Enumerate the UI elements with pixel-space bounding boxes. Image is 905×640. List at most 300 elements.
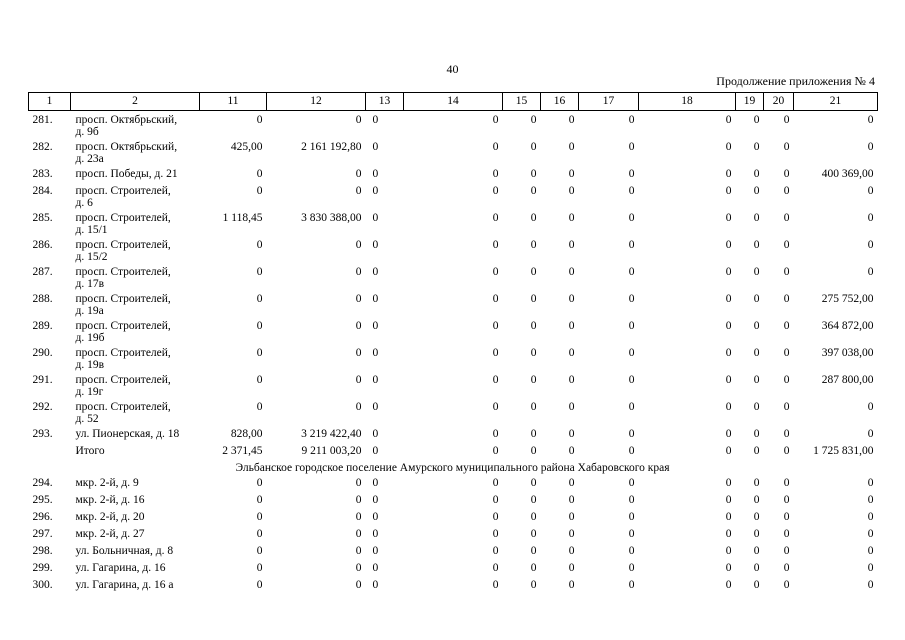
value-cell: 0 <box>492 401 499 413</box>
address-cell: просп. Победы, д. 21 <box>75 168 178 180</box>
address-cell: ул. Гагарина, д. 16 <box>75 562 166 574</box>
value-cell: 0 <box>256 528 263 540</box>
address-cell: ул. Больничная, д. 8 <box>75 545 174 557</box>
value-cell: 0 <box>372 141 379 153</box>
value-cell: 0 <box>530 185 537 197</box>
value-cell: 0 <box>783 114 790 126</box>
value-cell: 0 <box>530 114 537 126</box>
table-row <box>29 111 878 142</box>
value-cell: 0 <box>256 579 263 591</box>
row-number <box>29 445 71 462</box>
value-cell: 0 <box>628 445 635 457</box>
value-cell: 0 <box>867 141 874 153</box>
value-cell: 828,00 <box>230 428 263 440</box>
row-number: 298. <box>32 545 53 557</box>
value-cell: 0 <box>492 374 499 386</box>
value-cell: 0 <box>753 579 760 591</box>
value-cell: 0 <box>355 266 362 278</box>
value-cell: 0 <box>867 579 874 591</box>
value-cell: 0 <box>372 562 379 574</box>
value-cell: 0 <box>355 579 362 591</box>
address-cell: просп. Строителей, д. 19г <box>75 374 171 398</box>
value-cell: 0 <box>372 401 379 413</box>
value-cell: 0 <box>372 445 379 457</box>
value-cell: 0 <box>867 212 874 224</box>
value-cell: 0 <box>256 239 263 251</box>
value-cell: 0 <box>783 579 790 591</box>
value-cell: 0 <box>568 428 575 440</box>
table-body <box>29 111 878 597</box>
value-cell: 0 <box>867 494 874 506</box>
row-number: 282. <box>32 141 53 153</box>
row-number: 300. <box>32 579 53 591</box>
value-cell: 0 <box>628 212 635 224</box>
value-cell: 0 <box>492 494 499 506</box>
address-cell: мкр. 2-й, д. 27 <box>75 528 145 540</box>
value-cell: 0 <box>725 320 732 332</box>
value-cell: 0 <box>783 511 790 523</box>
value-cell: 0 <box>725 347 732 359</box>
value-cell: 0 <box>783 239 790 251</box>
value-cell: 0 <box>530 212 537 224</box>
row-number: 291. <box>32 374 53 386</box>
value-cell: 0 <box>568 579 575 591</box>
value-cell: 0 <box>568 511 575 523</box>
value-cell: 0 <box>372 347 379 359</box>
value-cell: 0 <box>530 511 537 523</box>
address-cell: ул. Пионерская, д. 18 <box>75 428 180 440</box>
value-cell: 0 <box>256 168 263 180</box>
value-cell: 0 <box>568 374 575 386</box>
value-cell: 0 <box>492 562 499 574</box>
column-header: 20 <box>764 93 794 111</box>
row-number: 297. <box>32 528 53 540</box>
value-cell: 0 <box>530 545 537 557</box>
value-cell: 0 <box>753 266 760 278</box>
value-cell: 0 <box>783 185 790 197</box>
row-number: 294. <box>32 477 53 489</box>
value-cell: 0 <box>568 528 575 540</box>
value-cell: 0 <box>530 528 537 540</box>
value-cell: 0 <box>725 266 732 278</box>
column-header: 14 <box>404 93 503 111</box>
address-cell: просп. Строителей, д. 6 <box>75 185 171 209</box>
value-cell: 0 <box>256 293 263 305</box>
value-cell: 0 <box>867 528 874 540</box>
value-cell: 0 <box>372 266 379 278</box>
value-cell: 0 <box>783 545 790 557</box>
value-cell: 0 <box>355 477 362 489</box>
value-cell: 0 <box>753 293 760 305</box>
value-cell: 0 <box>372 320 379 332</box>
value-cell: 0 <box>256 511 263 523</box>
value-cell: 275 752,00 <box>821 293 874 305</box>
value-cell: 0 <box>753 347 760 359</box>
value-cell: 287 800,00 <box>821 374 874 386</box>
value-cell: 0 <box>725 239 732 251</box>
value-cell: 0 <box>628 579 635 591</box>
value-cell: 0 <box>530 374 537 386</box>
address-cell: просп. Строителей, д. 52 <box>75 401 171 425</box>
value-cell: 0 <box>256 477 263 489</box>
value-cell: 0 <box>783 266 790 278</box>
value-cell: 0 <box>753 320 760 332</box>
table-row <box>29 185 878 212</box>
table-row <box>29 511 878 528</box>
value-cell: 0 <box>355 114 362 126</box>
value-cell: 0 <box>530 347 537 359</box>
value-cell: 0 <box>372 293 379 305</box>
value-cell: 0 <box>492 511 499 523</box>
value-cell: 0 <box>783 494 790 506</box>
table-row <box>29 579 878 596</box>
value-cell: 0 <box>492 477 499 489</box>
value-cell: 0 <box>355 168 362 180</box>
value-cell: 0 <box>628 477 635 489</box>
row-number: 281. <box>32 114 53 126</box>
value-cell: 0 <box>568 239 575 251</box>
column-header: 2 <box>71 93 200 111</box>
value-cell: 0 <box>256 114 263 126</box>
value-cell: 3 219 422,40 <box>301 428 362 440</box>
value-cell: 0 <box>725 168 732 180</box>
value-cell: 0 <box>783 374 790 386</box>
value-cell: 364 872,00 <box>821 320 874 332</box>
table-row <box>29 428 878 445</box>
value-cell: 0 <box>256 545 263 557</box>
value-cell: 1 118,45 <box>222 212 263 224</box>
value-cell: 0 <box>568 212 575 224</box>
value-cell: 0 <box>568 168 575 180</box>
value-cell: 0 <box>355 185 362 197</box>
column-header: 12 <box>267 93 366 111</box>
section-header-row <box>29 462 878 477</box>
value-cell: 0 <box>753 528 760 540</box>
value-cell: 0 <box>725 445 732 457</box>
value-cell: 0 <box>783 347 790 359</box>
value-cell: 0 <box>753 477 760 489</box>
value-cell: 0 <box>530 266 537 278</box>
value-cell: 397 038,00 <box>821 347 874 359</box>
table-row <box>29 168 878 185</box>
value-cell: 0 <box>725 579 732 591</box>
value-cell: 0 <box>530 401 537 413</box>
value-cell: 0 <box>372 494 379 506</box>
value-cell: 0 <box>753 212 760 224</box>
value-cell: 0 <box>372 511 379 523</box>
table-header <box>29 93 878 111</box>
section-title: Эльбанское городское поселение Амурского муниципального района Хабаровского края <box>235 462 670 474</box>
address-cell: просп. Октябрьский, д. 9б <box>75 114 178 138</box>
value-cell: 0 <box>355 528 362 540</box>
page-number: 40 <box>446 62 459 76</box>
address-cell: просп. Строителей, д. 17в <box>75 266 171 290</box>
value-cell: 0 <box>530 239 537 251</box>
value-cell: 0 <box>492 347 499 359</box>
table-row <box>29 528 878 545</box>
row-number: 299. <box>32 562 53 574</box>
value-cell: 0 <box>725 428 732 440</box>
data-table <box>28 92 878 596</box>
value-cell: 0 <box>725 374 732 386</box>
value-cell: 0 <box>530 141 537 153</box>
value-cell: 0 <box>568 185 575 197</box>
table-row <box>29 401 878 428</box>
value-cell: 0 <box>492 579 499 591</box>
value-cell: 0 <box>492 428 499 440</box>
value-cell: 0 <box>783 445 790 457</box>
value-cell: 0 <box>530 445 537 457</box>
address-cell: Итого <box>75 445 105 457</box>
table-row <box>29 141 878 168</box>
value-cell: 0 <box>725 185 732 197</box>
value-cell: 0 <box>725 141 732 153</box>
value-cell: 0 <box>568 477 575 489</box>
column-header: 13 <box>366 93 404 111</box>
value-cell: 0 <box>628 293 635 305</box>
value-cell: 0 <box>753 168 760 180</box>
row-number: 295. <box>32 494 53 506</box>
row-number: 287. <box>32 266 53 278</box>
value-cell: 0 <box>256 347 263 359</box>
value-cell: 0 <box>492 320 499 332</box>
value-cell: 0 <box>725 511 732 523</box>
value-cell: 0 <box>628 374 635 386</box>
value-cell: 0 <box>725 293 732 305</box>
row-number: 286. <box>32 239 53 251</box>
address-cell: просп. Строителей, д. 19в <box>75 347 171 371</box>
value-cell: 0 <box>725 477 732 489</box>
column-header: 11 <box>200 93 267 111</box>
value-cell: 2 371,45 <box>222 445 263 457</box>
value-cell: 0 <box>867 239 874 251</box>
row-number: 283. <box>32 168 53 180</box>
value-cell: 0 <box>256 374 263 386</box>
value-cell: 0 <box>372 545 379 557</box>
value-cell: 0 <box>568 347 575 359</box>
value-cell: 0 <box>753 185 760 197</box>
value-cell: 0 <box>568 445 575 457</box>
value-cell: 0 <box>725 401 732 413</box>
address-cell: просп. Строителей, д. 15/2 <box>75 239 171 263</box>
value-cell: 0 <box>355 347 362 359</box>
value-cell: 0 <box>372 185 379 197</box>
column-header: 16 <box>541 93 579 111</box>
value-cell: 9 211 003,20 <box>301 445 362 457</box>
value-cell: 0 <box>530 320 537 332</box>
value-cell: 0 <box>628 562 635 574</box>
value-cell: 0 <box>867 114 874 126</box>
value-cell: 0 <box>355 545 362 557</box>
value-cell: 0 <box>492 185 499 197</box>
appendix-label: Продолжение приложения № 4 <box>716 74 875 88</box>
row-number: 288. <box>32 293 53 305</box>
value-cell: 0 <box>783 212 790 224</box>
column-header: 15 <box>503 93 541 111</box>
value-cell: 0 <box>256 562 263 574</box>
address-cell: мкр. 2-й, д. 20 <box>75 511 145 523</box>
value-cell: 0 <box>530 477 537 489</box>
value-cell: 0 <box>628 494 635 506</box>
value-cell: 0 <box>256 266 263 278</box>
value-cell: 0 <box>355 239 362 251</box>
value-cell: 0 <box>725 494 732 506</box>
row-number: 289. <box>32 320 53 332</box>
value-cell: 0 <box>628 185 635 197</box>
row-number: 296. <box>32 511 53 523</box>
table-row <box>29 562 878 579</box>
value-cell: 0 <box>628 114 635 126</box>
value-cell: 0 <box>492 239 499 251</box>
value-cell: 0 <box>530 293 537 305</box>
table-row <box>29 212 878 239</box>
value-cell: 0 <box>372 428 379 440</box>
value-cell: 0 <box>867 266 874 278</box>
value-cell: 0 <box>628 239 635 251</box>
value-cell: 0 <box>628 511 635 523</box>
value-cell: 0 <box>753 401 760 413</box>
value-cell: 0 <box>492 212 499 224</box>
value-cell: 0 <box>725 545 732 557</box>
value-cell: 0 <box>568 562 575 574</box>
value-cell: 0 <box>530 494 537 506</box>
value-cell: 0 <box>256 185 263 197</box>
value-cell: 0 <box>628 266 635 278</box>
value-cell: 0 <box>753 545 760 557</box>
value-cell: 0 <box>867 477 874 489</box>
value-cell: 0 <box>372 528 379 540</box>
value-cell: 0 <box>628 320 635 332</box>
value-cell: 0 <box>530 168 537 180</box>
column-header: 17 <box>579 93 639 111</box>
value-cell: 0 <box>372 114 379 126</box>
value-cell: 0 <box>492 545 499 557</box>
value-cell: 0 <box>568 545 575 557</box>
value-cell: 0 <box>867 401 874 413</box>
value-cell: 0 <box>492 293 499 305</box>
address-cell: просп. Строителей, д. 15/1 <box>75 212 171 236</box>
value-cell: 0 <box>568 293 575 305</box>
address-cell: мкр. 2-й, д. 16 <box>75 494 145 506</box>
value-cell: 1 725 831,00 <box>813 445 874 457</box>
value-cell: 0 <box>492 168 499 180</box>
value-cell: 0 <box>372 579 379 591</box>
column-header: 1 <box>29 93 71 111</box>
value-cell: 0 <box>492 141 499 153</box>
value-cell: 0 <box>568 266 575 278</box>
value-cell: 0 <box>867 185 874 197</box>
value-cell: 0 <box>753 428 760 440</box>
value-cell: 0 <box>568 320 575 332</box>
value-cell: 0 <box>725 528 732 540</box>
value-cell: 0 <box>628 428 635 440</box>
value-cell: 400 369,00 <box>821 168 874 180</box>
value-cell: 0 <box>530 579 537 591</box>
row-number: 285. <box>32 212 53 224</box>
value-cell: 0 <box>783 293 790 305</box>
value-cell: 0 <box>783 528 790 540</box>
value-cell: 3 830 388,00 <box>301 212 362 224</box>
value-cell: 425,00 <box>230 141 263 153</box>
value-cell: 0 <box>372 168 379 180</box>
value-cell: 0 <box>753 511 760 523</box>
address-cell: просп. Октябрьский, д. 23а <box>75 141 178 165</box>
address-cell: мкр. 2-й, д. 9 <box>75 477 139 489</box>
value-cell: 0 <box>492 445 499 457</box>
value-cell: 0 <box>492 114 499 126</box>
value-cell: 0 <box>753 114 760 126</box>
value-cell: 0 <box>256 494 263 506</box>
value-cell: 0 <box>355 511 362 523</box>
value-cell: 0 <box>753 141 760 153</box>
value-cell: 0 <box>372 212 379 224</box>
value-cell: 0 <box>783 562 790 574</box>
value-cell: 0 <box>372 477 379 489</box>
column-header: 18 <box>639 93 736 111</box>
total-row <box>29 445 878 462</box>
value-cell: 0 <box>355 401 362 413</box>
table-row <box>29 266 878 293</box>
column-header: 21 <box>794 93 878 111</box>
value-cell: 0 <box>355 562 362 574</box>
value-cell: 0 <box>725 114 732 126</box>
value-cell: 0 <box>783 320 790 332</box>
row-number: 292. <box>32 401 53 413</box>
value-cell: 0 <box>867 511 874 523</box>
table-row <box>29 320 878 347</box>
table-row <box>29 347 878 374</box>
value-cell: 0 <box>628 528 635 540</box>
value-cell: 0 <box>372 374 379 386</box>
value-cell: 0 <box>492 266 499 278</box>
address-cell: ул. Гагарина, д. 16 а <box>75 579 174 591</box>
value-cell: 0 <box>783 168 790 180</box>
value-cell: 0 <box>783 477 790 489</box>
value-cell: 0 <box>568 141 575 153</box>
row-number: 293. <box>32 428 53 440</box>
value-cell: 0 <box>628 545 635 557</box>
value-cell: 0 <box>867 428 874 440</box>
value-cell: 0 <box>725 562 732 574</box>
value-cell: 0 <box>783 141 790 153</box>
address-cell: просп. Строителей, д. 19б <box>75 320 171 344</box>
value-cell: 0 <box>256 320 263 332</box>
value-cell: 0 <box>492 528 499 540</box>
value-cell: 0 <box>530 562 537 574</box>
value-cell: 0 <box>530 428 537 440</box>
value-cell: 0 <box>753 562 760 574</box>
value-cell: 0 <box>783 401 790 413</box>
value-cell: 0 <box>867 562 874 574</box>
table-row <box>29 374 878 401</box>
value-cell: 0 <box>355 293 362 305</box>
value-cell: 0 <box>568 114 575 126</box>
value-cell: 2 161 192,80 <box>301 141 362 153</box>
value-cell: 0 <box>753 494 760 506</box>
value-cell: 0 <box>753 374 760 386</box>
table-row <box>29 477 878 494</box>
value-cell: 0 <box>628 347 635 359</box>
row-number: 284. <box>32 185 53 197</box>
value-cell: 0 <box>628 141 635 153</box>
value-cell: 0 <box>628 401 635 413</box>
value-cell: 0 <box>355 494 362 506</box>
value-cell: 0 <box>725 212 732 224</box>
table-row <box>29 494 878 511</box>
value-cell: 0 <box>628 168 635 180</box>
table-row <box>29 293 878 320</box>
value-cell: 0 <box>355 374 362 386</box>
